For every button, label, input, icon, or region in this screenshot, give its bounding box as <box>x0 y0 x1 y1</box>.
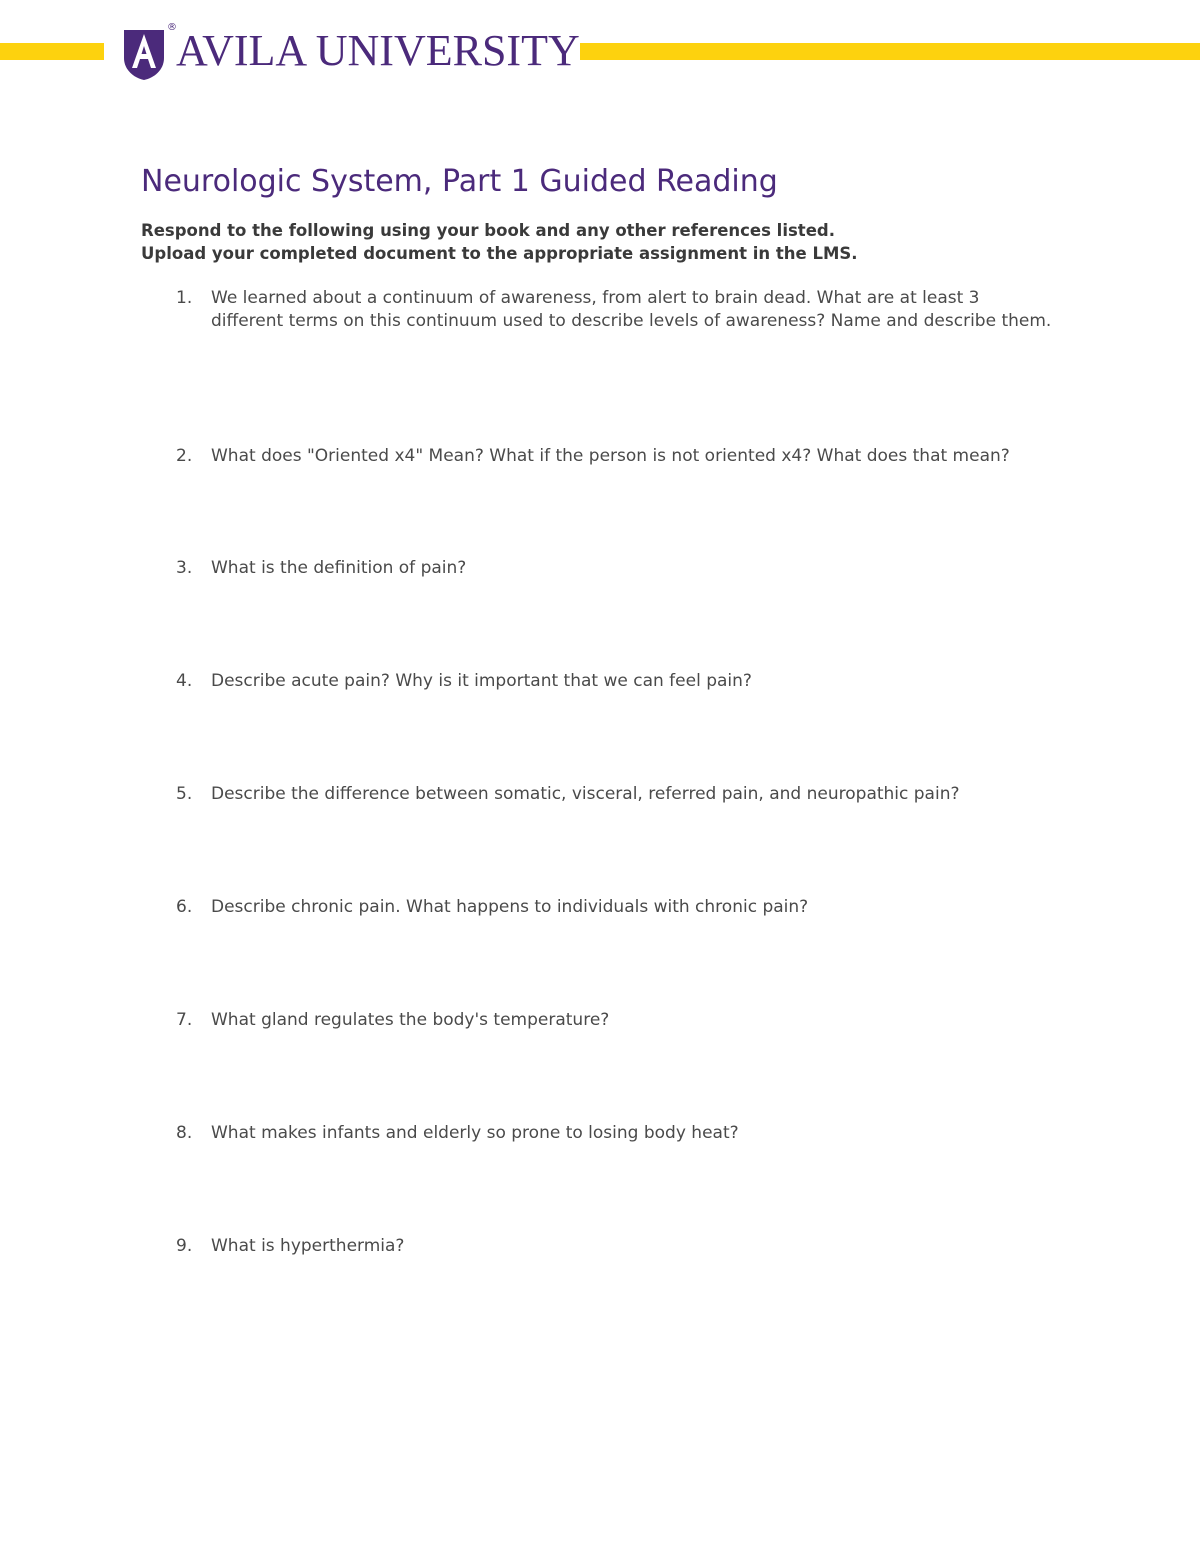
question-number: 5. <box>176 784 193 804</box>
question-item <box>176 896 1056 919</box>
question-number: 7. <box>176 1010 193 1030</box>
question-number: 2. <box>176 446 193 466</box>
question-number: 9. <box>176 1236 193 1256</box>
question-number: 8. <box>176 1123 193 1143</box>
question-number: 3. <box>176 558 193 578</box>
question-number: 4. <box>176 671 193 691</box>
question-text: Describe chronic pain. What happens to individuals with chronic pain? <box>211 897 809 917</box>
avila-shield-icon <box>120 26 172 80</box>
page-header <box>0 22 1200 82</box>
instructions-block <box>141 219 858 265</box>
header-accent-bar-right <box>580 43 1200 60</box>
question-text: What gland regulates the body's temperature? <box>211 1010 610 1030</box>
question-text: What is hyperthermia? <box>211 1236 405 1256</box>
instruction-line: Upload your completed document to the appropriate assignment in the LMS. <box>141 244 858 263</box>
university-name: AVILA UNIVERSITY <box>176 26 580 75</box>
question-item <box>176 1122 1056 1145</box>
question-text: What is the definition of pain? <box>211 558 467 578</box>
university-logo <box>120 22 580 82</box>
question-text: Describe acute pain? Why is it important that we can feel pain? <box>211 671 752 691</box>
question-number: 1. <box>176 288 193 308</box>
question-text: We learned about a continuum of awareness, from alert to brain dead. What are at least 3 different terms on this continuum used to describe levels of awareness? Name and describe them. <box>211 288 1052 331</box>
question-item <box>176 287 1056 333</box>
instruction-line: Respond to the following using your book and any other references listed. <box>141 221 835 240</box>
header-accent-bar-left <box>0 43 104 60</box>
document-title: Neurologic System, Part 1 Guided Reading <box>141 164 778 199</box>
question-item <box>176 1235 1056 1258</box>
question-text: What makes infants and elderly so prone to losing body heat? <box>211 1123 739 1143</box>
question-text: What does "Oriented x4" Mean? What if the person is not oriented x4? What does that mean? <box>211 446 1010 466</box>
question-item <box>176 783 1056 806</box>
question-item <box>176 557 1056 580</box>
question-item <box>176 445 1056 468</box>
question-number: 6. <box>176 897 193 917</box>
question-text: Describe the difference between somatic, visceral, referred pain, and neuropathic pain? <box>211 784 960 804</box>
registered-mark: ® <box>167 22 177 33</box>
question-item <box>176 1009 1056 1032</box>
question-item <box>176 670 1056 693</box>
